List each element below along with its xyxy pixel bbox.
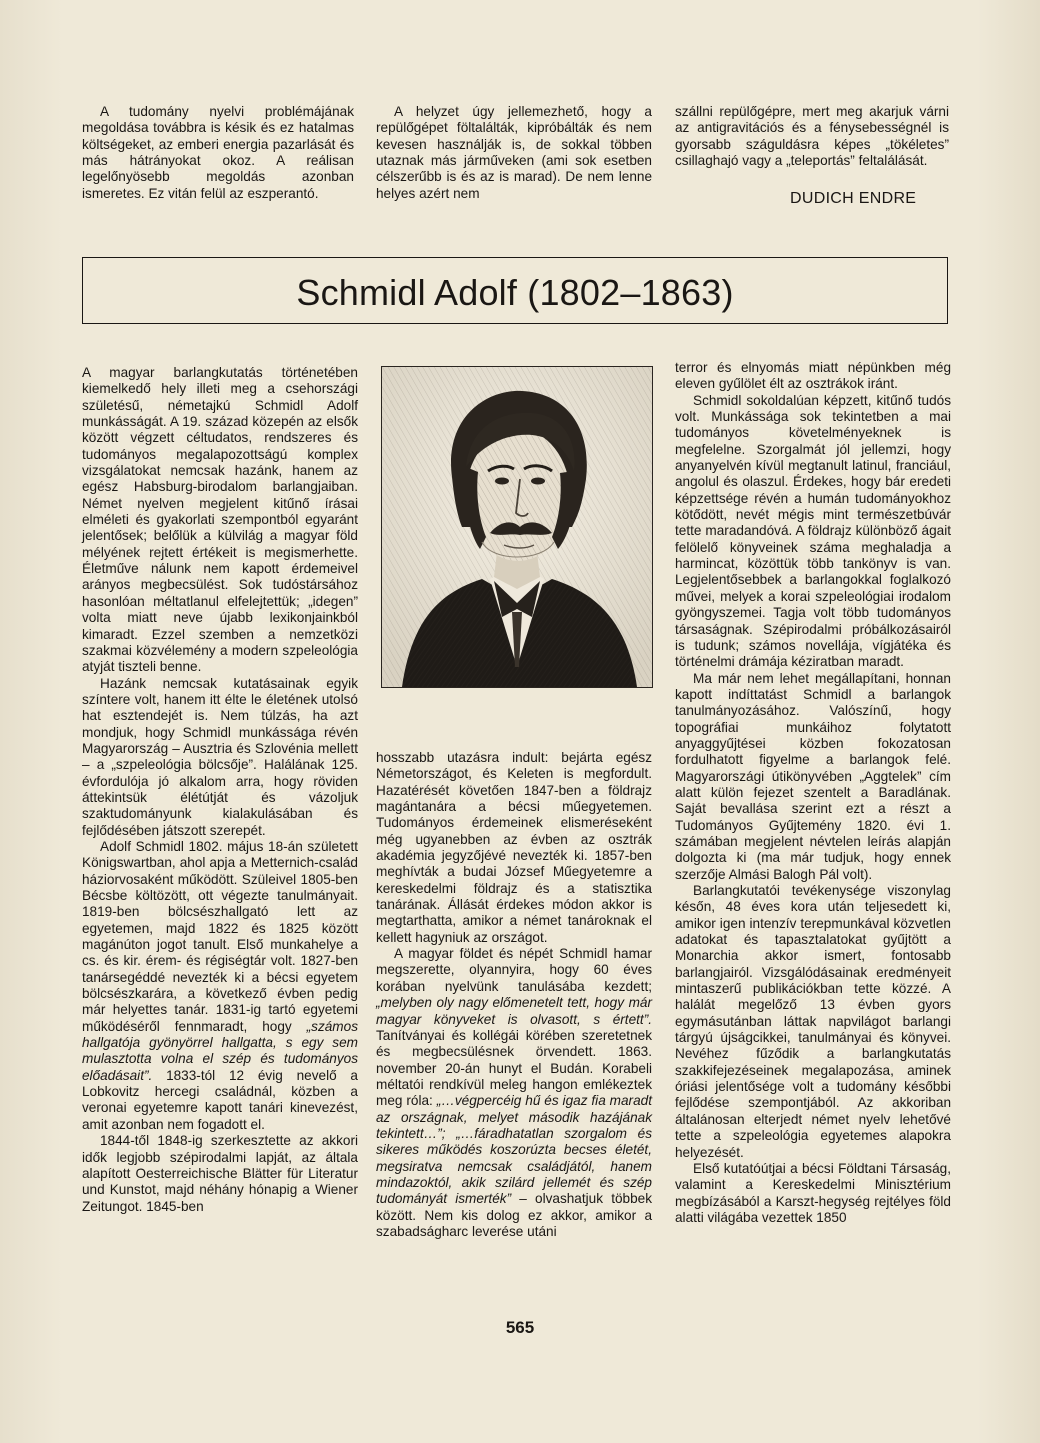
top-paragraph-2: A helyzet úgy jellemezhető, hogy a repülőgépet föltalálták, kipróbálták és nem kevesen használják is, de sokkal többen utaznak más járműveken (ami sok esetben célszerűbb is és az is marad). De nem lenne helyes azért nem [376,104,652,201]
paragraph: Ma már nem lehet megállapítani, honnan kapott indíttatást Schmidl a barlangok tanulmányozásához. Valószínű, hogy topográfiai munkáihoz folytatott anyaggyűjtései közben fokozatosan fordulhatott figyelme a barlangok felé. Magyarországi útikönyvében „Aggtelek” cím alatt külön fejezet szentelt a Baradlának. Saját bevallása szerint ezt a részt a Tudományos Gyűjtemény 1820. évi 1. számában megjelent névtelen leírás alapján dolgozta ki (ma már tudjuk, hogy ennek szerzője Almási Balogh Pál volt). [675,670,951,882]
article-column-1 [82,365,358,1215]
paragraph [376,946,652,1240]
top-column-3 [675,104,949,169]
article-column-3 [675,360,951,1226]
top-paragraph-3: szállni repülőgépre, mert meg akarjuk várni az antigravitációs és a fénysebességnél is gyorsabb száguldásra képes „tökéletes” csillaghajó vagy a „teleportás” feltalálását. [675,104,949,169]
article-column-2 [376,750,652,1240]
paragraph: Schmidl sokoldalúan képzett, kitűnő tudós volt. Munkássága sok tekintetben a mai tudományos követelményeknek is megfelelne. Szorgalmát jól jellemzi, hogy anyanyelvén kívül megtanult latinul, franciául, angolul és olaszul. Érdekes, hogy bár eredeti képzettsége révén a humán tudományokhoz kötődött, nevét mégis mint természetbúvár tette maradandóvá. A földrajz különböző ágait felölelő könyveinek száma meghaladja a harmincat, közöttük több tankönyv is van. Legjelentősebbek a barlangokkal foglalkozó művei, melyek a korai szpeleológiai irodalom gyöngyszemei. Tagja volt több tudományos társaságnak. Szépirodalmi próbálkozásairól is tudunk; számos novellája, vígjátéka és történelmi drámája kéziratban maradt. [675,392,951,670]
text-run: – olvashatjuk többek között. Nem kis dolog ez akkor, amikor a szabadságharc leverése utáni [376,1191,653,1239]
text-run: 1833-tól 12 évig nevelő a Lobkovitz hercegi családnál, közben a veronai egyetemre kapott tanári kinevezést, amit azonban nem fogadott el. [82,1067,358,1132]
paragraph: Hazánk nemcsak kutatásainak egyik színtere volt, hanem itt élte le életének utolsó hat esztendejét is. Nem túlzás, ha azt mondjuk, hogy Schmidl munkássága révén Magyarország – Ausztria és Szlovénia mellett – a „szpeleológia bölcsője”. Halálának 125. évfordulója jó alkalom arra, hogy röviden áttekintsük élétútját és vázoljuk szaktudományunk kialakulásában és fejlődésében játszott szerepét. [82,675,358,838]
paragraph: Barlangkutatói tevékenysége viszonylag későn, 48 éves kora után teljesedett ki, amikor igen intenzív terepmunkával közvetlen adatokat és tapasztalatokat gyűjtött a Monarchia akkor ismert, fontosabb barlangjairól. Vizsgálódásainak eredményeit mintaszerű publikációkban tette közzé. A halálát megelőző 13 évben gyors egymásutánban láttak napvilágot barlangi tárgyú újságcikkei, tanulmányai és könyvei. Nevéhez fűződik a barlangkutatás szakkifejezéseinek megalapozása, aminek óriási jelentősége volt a tudomány későbbi fejlődése szempontjából. Az akkoriban általánosan elterjedt német nyelv lehetővé tette a szpeleológia egyetemes alapokra helyezését. [675,883,951,1160]
top-column-1 [82,104,354,202]
paragraph: A magyar barlangkutatás történetében kiemelkedő hely illeti meg a csehországi születésű, németajkú Schmidl Adolf munkásságát. A 19. század közepén az elsők között végzett céltudatos, rendszeres és tudományos megalapozottságú komplex vizsgálatokat nemcsak hazánk, hanem az egész Habsburg-birodalom barlangjaiban. Német nyelven megjelent kitűnő írásai elméleti és gyakorlati szempontból egyaránt jelentősek; belőlük a külvilág a magyar föld mélyének rejtett értékeit is megismerhette. Életműve nálunk nem kapott érdemeivel arányos megbecsülést. Sok tudóstársához hasonlóan méltatlanul elfelejtettük; „idegen” volta miatt neve újabb lexikonjainkból kimaradt. Ezzel szemben a nemzetközi szakmai közvélemény a modern szpeleológia atyját tiszteli benne. [82,365,358,675]
article-title: Schmidl Adolf (1802–1863) [296,272,734,313]
paragraph: 1844-től 1848-ig szerkesztette az akkori idők legjobb szépirodalmi lapját, az általa alapított Oesterreichische Blätter für Literatur und Kunstot, majd néhány hónapig a Wiener Zeitungot. 1845-ben [82,1133,358,1214]
text-run: Adolf Schmidl 1802. május 18-án született Königswartban, ahol apja a Metternich-család háziorvosaként működött. Szüleivel 1805-ben Bécsbe költözött, ott végezte tanulmányait. 1819-ben bölcsészhallgató lett az egyetemen, majd 1822 és 1825 között magánúton jogot tanult. Első munkahelye a cs. és kir. érem- és régiségtár volt. 1827-ben tanársegéddé nevezték ki a bécsi egyetem bölcsészkarára, a következő évben pedig már helyettes tanár. 1831-ig tartó egyetemi működéséről fennmaradt, hogy [82,838,358,1034]
page-number: 565 [505,1318,535,1337]
quote: „számos hallgatója gyönyörrel hallgatta, s egy sem mulasztotta volna el szép és tudományos előadásait”. [82,1018,358,1083]
quote: „…végpercéig hű és igaz fia maradt az országnak, melyet második hazájának tekintett…”; „…fáradhatatlan szorgalom és sikeres működés koszorúzta becses életét, megsiratva nemcsak családjától, hanem mindazoktól, akik szilárd jellemét és szép tudományát ismerték” [376,1093,652,1207]
paragraph: Első kutatóútjai a bécsi Földtani Társaság, valamint a Kereskedelmi Minisztérium megbízásából a Karszt-hegység rejtélyes föld alatti világába vezettek 1850 [675,1160,951,1225]
portrait-engraving [381,366,653,688]
paragraph: hosszabb utazásra indult: bejárta egész Németországot, és Keleten is megfordult. Hazatérését követően 1847-ben a földrajz magántanára a bécsi műegyetemen. Tudományos érdemeinek elismeréseként még ugyanebben az évben az osztrák akadémia jegyzőjévé nevezték ki. 1857-ben meghívták a budai József Műegyetemre a kereskedelmi földrajz és a statisztika tanárának. Állását érdekes módon akkor is megtarthatta, amikor a német tanároknak el kellett hagyniuk az országot. [376,750,652,945]
top-column-2 [376,104,652,202]
quote: „melyben oly nagy előmenetelt tett, hogy már magyar könyveket is olvasott, s értett”. [376,995,652,1027]
paragraph: terror és elnyomás miatt népünkben még eleven gyűlölet élt az osztrákok iránt. [675,360,951,392]
paragraph [82,839,358,1133]
text-run: A magyar földet és népét Schmidl hamar megszerette, olyannyira, hogy 60 éves korában nyelvünk tanulásába kezdett; [376,946,652,994]
portrait-illustration [382,367,652,687]
top-paragraph-1: A tudomány nyelvi problémájának megoldása továbbra is késik és ez hatalmas költségeket, az emberi energia pazarlását és más hátrányokat okoz. A reálisan legelőnyösebb megoldás azonban ismeretes. Ez vitán felül az eszperantó. [82,104,354,201]
text-run: Tanítványai és kollégái körében szeretetnek és megbecsülésnek örvendett. 1863. november 20-án hunyt el Budán. Korabeli méltatói rendkívül meleg hangon emlékeztek meg róla: [376,1027,652,1109]
author-signature: DUDICH ENDRE [790,190,917,207]
article-title-box [82,257,948,324]
